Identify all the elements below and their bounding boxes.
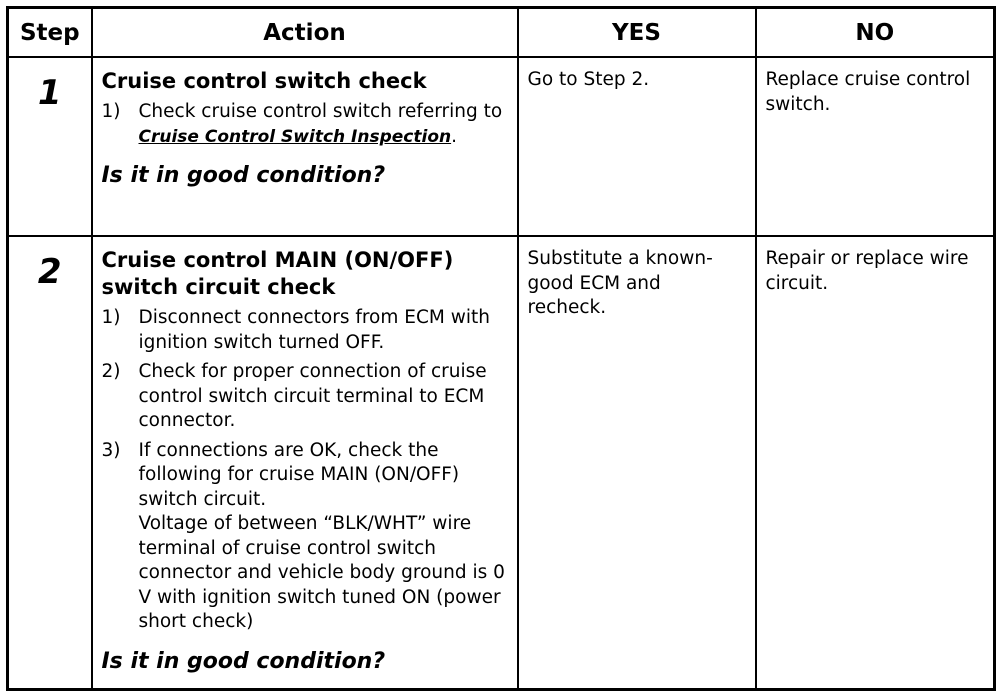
no-cell: Repair or replace wire circuit. [756, 236, 995, 690]
no-cell: Replace cruise control switch. [756, 57, 995, 236]
item-text: Check for proper connection of cruise control switch circuit terminal to ECM connector. [138, 361, 487, 431]
item-text-wrapper [139, 439, 507, 635]
question-text: Is it in good condition? [101, 648, 386, 674]
header-step: Step [8, 8, 92, 58]
action-cell [92, 57, 518, 236]
item-number: 2) [101, 361, 121, 382]
list-item [102, 439, 507, 635]
table-row [8, 236, 995, 690]
step-number: 1 [8, 57, 92, 236]
header-action: Action [92, 8, 518, 58]
header-yes: YES [518, 8, 756, 58]
action-title: Cruise control MAIN (ON/OFF) switch circuit check [101, 248, 454, 299]
header-no: NO [756, 8, 995, 58]
item-extra-text: Voltage of between “BLK/WHT” wire terminal of cruise control switch connector and vehicle body ground is 0 V with ignition switch tuned ON (power short check) [138, 513, 505, 632]
yes-cell: Go to Step 2. [518, 57, 756, 236]
list-item [102, 306, 507, 355]
header-row [8, 8, 995, 58]
item-number: 1) [101, 307, 121, 328]
item-number: 1) [101, 101, 121, 122]
item-text: If connections are OK, check the following for cruise MAIN (ON/OFF) switch circuit. [138, 439, 460, 510]
item-text: Disconnect connectors from ECM with ignition switch turned OFF. [138, 307, 490, 353]
action-title: Cruise control switch check [101, 69, 427, 93]
item-text [139, 100, 507, 149]
item-text-pre: Check cruise control switch referring to [138, 101, 503, 122]
item-text-post: . [451, 125, 457, 147]
table-row [8, 57, 995, 236]
diagnostic-table [6, 6, 996, 691]
list-item [102, 360, 507, 434]
yes-cell: Substitute a known-good ECM and recheck. [518, 236, 756, 690]
list-item [102, 100, 507, 149]
action-cell [92, 236, 518, 690]
question-text: Is it in good condition? [101, 163, 386, 188]
step-number: 2 [8, 236, 92, 690]
inspection-link[interactable]: Cruise Control Switch Inspection [138, 126, 452, 147]
item-number: 3) [101, 439, 121, 461]
